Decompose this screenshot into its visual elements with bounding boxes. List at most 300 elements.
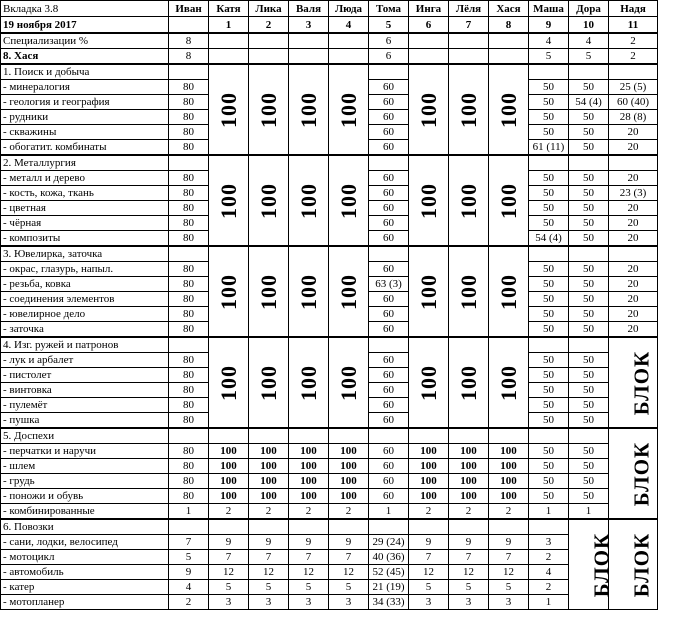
skill-label: - рудники [1, 110, 169, 125]
skill-label: - минералогия [1, 80, 169, 95]
cell [449, 519, 489, 535]
skill-value: 9 [289, 535, 329, 550]
value-dora: 50 [569, 368, 609, 383]
skill-value: 34 (33) [369, 595, 409, 610]
column-name: Тома [369, 1, 409, 17]
summary-value [489, 49, 529, 65]
skill-value: 2 [289, 504, 329, 520]
summary-value [289, 49, 329, 65]
value-ivan: 80 [169, 368, 209, 383]
block-label: БЛОК [589, 532, 614, 597]
value-dora: 50 [569, 383, 609, 398]
column-number: 10 [569, 17, 609, 34]
merged-value-cell [249, 337, 289, 428]
value-nadya: 20 [609, 307, 658, 322]
skill-value: 3 [409, 595, 449, 610]
value-masha: 50 [529, 216, 569, 231]
value-nadya: 20 [609, 171, 658, 186]
cell [569, 64, 609, 80]
value-toma: 60 [369, 413, 409, 429]
value-toma: 60 [369, 368, 409, 383]
skill-value: 5 [209, 580, 249, 595]
value-nadya: 28 (8) [609, 110, 658, 125]
cell [609, 246, 658, 262]
table-row [1, 1, 658, 17]
cell [489, 519, 529, 535]
skill-value: 100 [449, 459, 489, 474]
value-nadya: 25 (5) [609, 80, 658, 95]
skill-value: 12 [329, 565, 369, 580]
skill-value: 50 [529, 489, 569, 504]
skill-value: 4 [529, 565, 569, 580]
skill-value: 7 [329, 550, 369, 565]
column-name: Хася [489, 1, 529, 17]
skill-value: 12 [289, 565, 329, 580]
skill-label: - ювелирное дело [1, 307, 169, 322]
section-title: 3. Ювелирка, заточка [1, 246, 169, 262]
skill-value: 7 [209, 550, 249, 565]
date: 19 ноября 2017 [1, 17, 169, 34]
merged-value-cell [289, 64, 329, 155]
skill-label: - заточка [1, 322, 169, 338]
skill-value: 2 [409, 504, 449, 520]
column-name: Лёля [449, 1, 489, 17]
summary-value [209, 33, 249, 49]
skill-value: 100 [409, 444, 449, 459]
skill-value: 12 [409, 565, 449, 580]
merged-value: 100 [335, 91, 361, 128]
skill-value: 40 (36) [369, 550, 409, 565]
merged-value-cell [249, 64, 289, 155]
merged-value-cell [489, 64, 529, 155]
skill-value: 100 [289, 444, 329, 459]
column-number: 6 [409, 17, 449, 34]
value-masha: 50 [529, 292, 569, 307]
skill-label: - чёрная [1, 216, 169, 231]
skill-value: 9 [249, 535, 289, 550]
table-row [1, 474, 658, 489]
skill-value: 7 [289, 550, 329, 565]
skill-value: 100 [249, 489, 289, 504]
value-nadya: 20 [609, 292, 658, 307]
skill-label: - катер [1, 580, 169, 595]
cell [169, 428, 209, 444]
skill-label: - мотопланер [1, 595, 169, 610]
merged-value: 100 [455, 273, 481, 310]
cell [289, 428, 329, 444]
skill-value: 3 [529, 535, 569, 550]
value-masha: 50 [529, 368, 569, 383]
value-dora: 50 [569, 292, 609, 307]
section-title: 2. Металлургия [1, 155, 169, 171]
merged-value-cell [209, 64, 249, 155]
value-dora: 50 [569, 277, 609, 292]
block-label: БЛОК [629, 441, 654, 506]
skill-label: - обогатит. комбинаты [1, 140, 169, 156]
cell [529, 246, 569, 262]
skill-value: 100 [409, 459, 449, 474]
value-toma: 60 [369, 231, 409, 247]
value-ivan: 80 [169, 216, 209, 231]
cell [289, 519, 329, 535]
value-toma: 60 [369, 216, 409, 231]
merged-value-cell [329, 155, 369, 246]
cell [409, 519, 449, 535]
skill-value: 100 [449, 444, 489, 459]
merged-value-cell [449, 246, 489, 337]
cell [369, 155, 409, 171]
summary-value: 6 [369, 49, 409, 65]
skill-value: 2 [209, 504, 249, 520]
merged-value: 100 [295, 182, 321, 219]
cell [609, 155, 658, 171]
table-row [1, 519, 658, 535]
skill-value: 2 [529, 580, 569, 595]
skill-label: - пистолет [1, 368, 169, 383]
value-nadya: 60 (40) [609, 95, 658, 110]
summary-label: Специализации % [1, 33, 169, 49]
column-name: Валя [289, 1, 329, 17]
value-toma: 60 [369, 398, 409, 413]
column-name: Надя [609, 1, 658, 17]
skill-value: 2 [249, 504, 289, 520]
value-ivan: 80 [169, 413, 209, 429]
cell [529, 155, 569, 171]
skill-value: 100 [489, 474, 529, 489]
value-dora: 50 [569, 201, 609, 216]
value-ivan: 80 [169, 140, 209, 156]
merged-value: 100 [415, 182, 441, 219]
skill-value: 80 [169, 459, 209, 474]
column-number [169, 17, 209, 34]
cell [529, 428, 569, 444]
skill-value: 100 [249, 459, 289, 474]
skill-value: 7 [249, 550, 289, 565]
merged-value: 100 [455, 182, 481, 219]
value-toma: 60 [369, 307, 409, 322]
cell [169, 246, 209, 262]
value-dora: 50 [569, 307, 609, 322]
merged-value: 100 [335, 182, 361, 219]
table-row [1, 444, 658, 459]
column-name: Маша [529, 1, 569, 17]
skill-value: 3 [489, 595, 529, 610]
merged-value-cell [409, 246, 449, 337]
value-masha: 50 [529, 186, 569, 201]
value-toma: 60 [369, 383, 409, 398]
value-ivan: 80 [169, 262, 209, 277]
cell [209, 428, 249, 444]
summary-value [249, 33, 289, 49]
block-label: БЛОК [629, 532, 654, 597]
block-label: БЛОК [629, 350, 654, 415]
merged-value-cell [329, 64, 369, 155]
skill-label: - винтовка [1, 383, 169, 398]
value-ivan: 80 [169, 171, 209, 186]
value-ivan: 80 [169, 292, 209, 307]
merged-value-cell [289, 155, 329, 246]
value-masha: 50 [529, 277, 569, 292]
column-number: 8 [489, 17, 529, 34]
skill-label: - автомобиль [1, 565, 169, 580]
column-name: Инга [409, 1, 449, 17]
merged-value-cell [409, 337, 449, 428]
tab-label: Вкладка 3.8 [1, 1, 169, 17]
value-nadya: 20 [609, 140, 658, 156]
value-masha: 50 [529, 262, 569, 277]
cell [449, 428, 489, 444]
merged-value: 100 [335, 364, 361, 401]
merged-value: 100 [335, 273, 361, 310]
cell [569, 337, 609, 353]
column-name: Дора [569, 1, 609, 17]
skill-value: 1 [169, 504, 209, 520]
skill-value: 100 [449, 489, 489, 504]
value-dora: 50 [569, 110, 609, 125]
merged-value: 100 [495, 273, 521, 310]
table-row [1, 17, 658, 34]
column-number: 3 [289, 17, 329, 34]
skill-value: 80 [169, 444, 209, 459]
value-ivan: 80 [169, 186, 209, 201]
merged-value-cell [209, 155, 249, 246]
cell [169, 64, 209, 80]
skill-value: 7 [449, 550, 489, 565]
skill-value: 50 [529, 444, 569, 459]
merged-value-cell [449, 155, 489, 246]
skill-value: 100 [449, 474, 489, 489]
skill-value: 50 [569, 459, 609, 474]
merged-value-cell [209, 246, 249, 337]
value-dora: 50 [569, 231, 609, 247]
cell [369, 337, 409, 353]
column-number: 9 [529, 17, 569, 34]
skill-value: 2 [169, 595, 209, 610]
skill-label: - комбинированные [1, 504, 169, 520]
value-ivan: 80 [169, 95, 209, 110]
table-row [1, 580, 658, 595]
skill-value: 80 [169, 474, 209, 489]
table-row [1, 595, 658, 610]
skill-label: - лук и арбалет [1, 353, 169, 368]
cell [529, 519, 569, 535]
skill-value: 2 [489, 504, 529, 520]
summary-value [449, 49, 489, 65]
value-masha: 50 [529, 322, 569, 338]
skill-value: 9 [489, 535, 529, 550]
table-row [1, 565, 658, 580]
cell [169, 519, 209, 535]
skill-label: - композиты [1, 231, 169, 247]
value-toma: 60 [369, 322, 409, 338]
skill-value: 12 [449, 565, 489, 580]
value-nadya: 23 (3) [609, 186, 658, 201]
merged-value: 100 [215, 273, 241, 310]
block-cell [609, 337, 658, 428]
value-dora: 50 [569, 140, 609, 156]
value-ivan: 80 [169, 201, 209, 216]
cell [249, 519, 289, 535]
summary-label: 8. Хася [1, 49, 169, 65]
merged-value: 100 [295, 364, 321, 401]
skill-value: 9 [209, 535, 249, 550]
value-masha: 50 [529, 413, 569, 429]
value-nadya: 20 [609, 201, 658, 216]
summary-value [409, 33, 449, 49]
merged-value: 100 [215, 91, 241, 128]
merged-value: 100 [255, 91, 281, 128]
skill-value: 2 [329, 504, 369, 520]
table-row [1, 504, 658, 520]
value-nadya: 20 [609, 125, 658, 140]
skill-label: - поножи и обувь [1, 489, 169, 504]
value-dora: 54 (4) [569, 95, 609, 110]
summary-value [209, 49, 249, 65]
skill-label: - перчатки и наручи [1, 444, 169, 459]
value-dora: 50 [569, 353, 609, 368]
summary-value [489, 33, 529, 49]
value-nadya: 20 [609, 262, 658, 277]
value-dora: 50 [569, 322, 609, 338]
skill-value: 50 [569, 444, 609, 459]
merged-value: 100 [295, 273, 321, 310]
merged-value-cell [489, 155, 529, 246]
value-masha: 50 [529, 398, 569, 413]
value-ivan: 80 [169, 398, 209, 413]
skill-label: - цветная [1, 201, 169, 216]
skill-value: 12 [209, 565, 249, 580]
merged-value: 100 [415, 273, 441, 310]
skill-value: 100 [329, 459, 369, 474]
value-masha: 54 (4) [529, 231, 569, 247]
skill-value: 50 [529, 474, 569, 489]
value-masha: 50 [529, 353, 569, 368]
column-number: 2 [249, 17, 289, 34]
skill-label: - металл и дерево [1, 171, 169, 186]
skill-value: 100 [209, 474, 249, 489]
summary-value [449, 33, 489, 49]
summary-value: 8 [169, 49, 209, 65]
skill-value: 1 [529, 504, 569, 520]
value-toma: 60 [369, 201, 409, 216]
skill-value: 1 [569, 504, 609, 520]
skill-value: 100 [489, 489, 529, 504]
value-toma: 60 [369, 353, 409, 368]
skill-value: 3 [289, 595, 329, 610]
skill-value: 100 [289, 474, 329, 489]
skill-value: 100 [409, 489, 449, 504]
value-masha: 50 [529, 201, 569, 216]
cell [529, 64, 569, 80]
skill-value: 5 [249, 580, 289, 595]
cell [169, 155, 209, 171]
summary-value [329, 33, 369, 49]
column-number: 11 [609, 17, 658, 34]
skill-value: 5 [489, 580, 529, 595]
value-masha: 50 [529, 383, 569, 398]
value-dora: 50 [569, 216, 609, 231]
merged-value: 100 [295, 91, 321, 128]
cell [369, 519, 409, 535]
merged-value: 100 [215, 182, 241, 219]
value-ivan: 80 [169, 80, 209, 95]
block-cell [609, 428, 658, 519]
skill-label: - пулемёт [1, 398, 169, 413]
value-ivan: 80 [169, 231, 209, 247]
value-ivan: 80 [169, 353, 209, 368]
skill-label: - скважины [1, 125, 169, 140]
merged-value-cell [489, 337, 529, 428]
skill-value: 50 [569, 489, 609, 504]
merged-value-cell [489, 246, 529, 337]
summary-value: 6 [369, 33, 409, 49]
skill-value: 7 [489, 550, 529, 565]
skill-value: 1 [369, 504, 409, 520]
value-dora: 50 [569, 186, 609, 201]
merged-value: 100 [415, 364, 441, 401]
skill-value: 3 [249, 595, 289, 610]
skill-value: 60 [369, 489, 409, 504]
section-title: 4. Изг. ружей и патронов [1, 337, 169, 353]
skill-value: 9 [169, 565, 209, 580]
merged-value: 100 [495, 182, 521, 219]
value-toma: 60 [369, 125, 409, 140]
value-toma: 60 [369, 171, 409, 186]
section-title: 6. Повозки [1, 519, 169, 535]
skill-value: 5 [169, 550, 209, 565]
skill-value: 100 [329, 444, 369, 459]
cell [369, 246, 409, 262]
skill-value: 100 [209, 444, 249, 459]
skill-value: 12 [249, 565, 289, 580]
skill-value: 5 [449, 580, 489, 595]
value-toma: 60 [369, 262, 409, 277]
skill-value: 2 [529, 550, 569, 565]
value-toma: 60 [369, 95, 409, 110]
merged-value: 100 [255, 273, 281, 310]
column-name: Иван [169, 1, 209, 17]
value-dora: 50 [569, 171, 609, 186]
skill-value: 2 [449, 504, 489, 520]
skill-value: 9 [449, 535, 489, 550]
value-nadya: 20 [609, 277, 658, 292]
skill-value: 5 [329, 580, 369, 595]
cell [489, 428, 529, 444]
merged-value: 100 [255, 364, 281, 401]
column-number: 1 [209, 17, 249, 34]
value-toma: 60 [369, 110, 409, 125]
value-dora: 50 [569, 80, 609, 95]
skill-label: - сани, лодки, велосипед [1, 535, 169, 550]
table-row [1, 428, 658, 444]
merged-value: 100 [255, 182, 281, 219]
skill-value: 100 [329, 489, 369, 504]
table-row [1, 33, 658, 49]
value-dora: 50 [569, 125, 609, 140]
value-ivan: 80 [169, 277, 209, 292]
merged-value: 100 [215, 364, 241, 401]
table-row [1, 489, 658, 504]
skill-value: 100 [209, 489, 249, 504]
merged-value-cell [289, 337, 329, 428]
value-masha: 50 [529, 95, 569, 110]
summary-value: 5 [529, 49, 569, 65]
cell [569, 428, 609, 444]
value-ivan: 80 [169, 125, 209, 140]
skill-value: 3 [329, 595, 369, 610]
cell [529, 337, 569, 353]
skill-value: 29 (24) [369, 535, 409, 550]
